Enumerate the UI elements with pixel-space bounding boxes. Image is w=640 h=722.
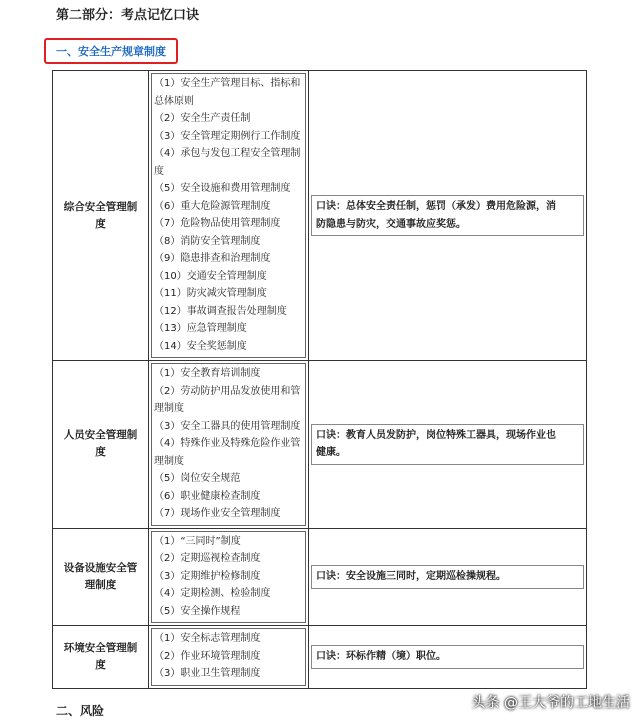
list-item: 理制度 [154, 455, 184, 467]
category-label: 环境安全管理制 [63, 641, 138, 654]
list-item: （6）重大危险源管理制度 [154, 200, 271, 212]
items-cell [149, 528, 309, 626]
list-item: （11）防灾减灾管理制度 [154, 288, 267, 299]
list-item: （1）安全生产管理目标、指标和 [154, 78, 301, 89]
list-item: （3）职业卫生管理制度 [154, 668, 261, 679]
list-item: （14）安全奖惩制度 [154, 340, 247, 352]
list-item: （5）安全操作规程 [154, 605, 241, 617]
section-title: 一、安全生产规章制度 [44, 38, 178, 64]
part-title: 第二部分：考点记忆口诀 [56, 8, 200, 23]
mnemonic-cell [309, 361, 587, 529]
category-label: 度 [95, 446, 106, 459]
list-item: （2）劳动防护用品发放使用和管 [154, 385, 301, 397]
category-label: 度 [95, 217, 106, 230]
list-item: （3）安全管理定期例行工作制度 [154, 130, 301, 142]
list-item: （4）特殊作业及特殊危险作业管 [154, 438, 301, 449]
mnemonic-text: 健康。 [316, 447, 346, 459]
list-item: 总体原则 [154, 95, 194, 107]
list-item: （4）定期检测、检验制度 [154, 588, 271, 599]
part-two-title: 二、风险 [56, 704, 105, 718]
mnemonic-text: 口诀：教育人员发防护，岗位特殊工器具，现场作业也 [316, 429, 556, 441]
category-label: 综合安全管理制 [63, 200, 138, 213]
mnemonic-text: 防隐患与防灾，交通事故应奖惩。 [316, 218, 466, 230]
category-cell [53, 528, 149, 626]
mnemonic-text: 口诀：总体安全责任制，惩罚（承发）费用危险源，消 [316, 201, 556, 212]
table-row [53, 71, 587, 361]
list-item: （7）现场作业安全管理制度 [154, 508, 281, 519]
list-item: （13）应急管理制度 [154, 323, 247, 334]
category-cell [53, 361, 149, 529]
list-item: （12）事故调查报告处理制度 [154, 305, 287, 317]
watermark-text: 头条 @王大爷的工地生活 [471, 695, 630, 711]
list-item: （8）消防安全管理制度 [154, 235, 261, 247]
mnemonic-text: 口诀：安全设施三同时，定期巡检操规程。 [316, 571, 506, 582]
category-label: 设备设施安全管 [63, 561, 138, 574]
items-cell [149, 626, 309, 689]
list-item: （10）交通安全管理制度 [154, 270, 267, 282]
mnemonic-cell [309, 528, 587, 626]
list-item: （2）安全生产责任制 [154, 113, 251, 124]
list-item: （6）职业健康检查制度 [154, 490, 261, 502]
category-cell [53, 626, 149, 689]
list-item: 度 [154, 165, 164, 177]
list-item: （5）岗位安全规范 [154, 473, 241, 484]
list-item: （5）安全设施和费用管理制度 [154, 183, 291, 194]
list-item: （1）安全标志管理制度 [154, 633, 261, 644]
category-label: 人员安全管理制 [63, 429, 138, 442]
list-item: （3）定期维护检修制度 [154, 570, 261, 582]
regulation-table [52, 70, 587, 689]
list-item: （2）定期巡视检查制度 [154, 553, 261, 564]
mnemonic-text: 口诀：环标作精（境）职位。 [316, 651, 446, 662]
list-item: （4）承包与发包工程安全管理制 [154, 148, 301, 159]
mnemonic-cell [309, 626, 587, 689]
category-label: 理制度 [84, 578, 117, 591]
items-cell [149, 71, 309, 361]
list-item: （3）安全工器具的使用管理制度 [154, 420, 301, 432]
list-item: 理制度 [154, 403, 184, 414]
table-row [53, 626, 587, 689]
list-item: （1）安全教育培训制度 [154, 368, 261, 379]
list-item: （2）作业环境管理制度 [154, 650, 261, 662]
table-row [53, 361, 587, 529]
table-row [53, 528, 587, 626]
mnemonic-cell [309, 71, 587, 361]
list-item: （1）“三同时”制度 [154, 535, 241, 547]
list-item: （9）隐患排查和治理制度 [154, 253, 271, 264]
category-cell [53, 71, 149, 361]
category-label: 度 [95, 658, 106, 671]
list-item: （7）危险物品使用管理制度 [154, 218, 281, 229]
items-cell [149, 361, 309, 529]
